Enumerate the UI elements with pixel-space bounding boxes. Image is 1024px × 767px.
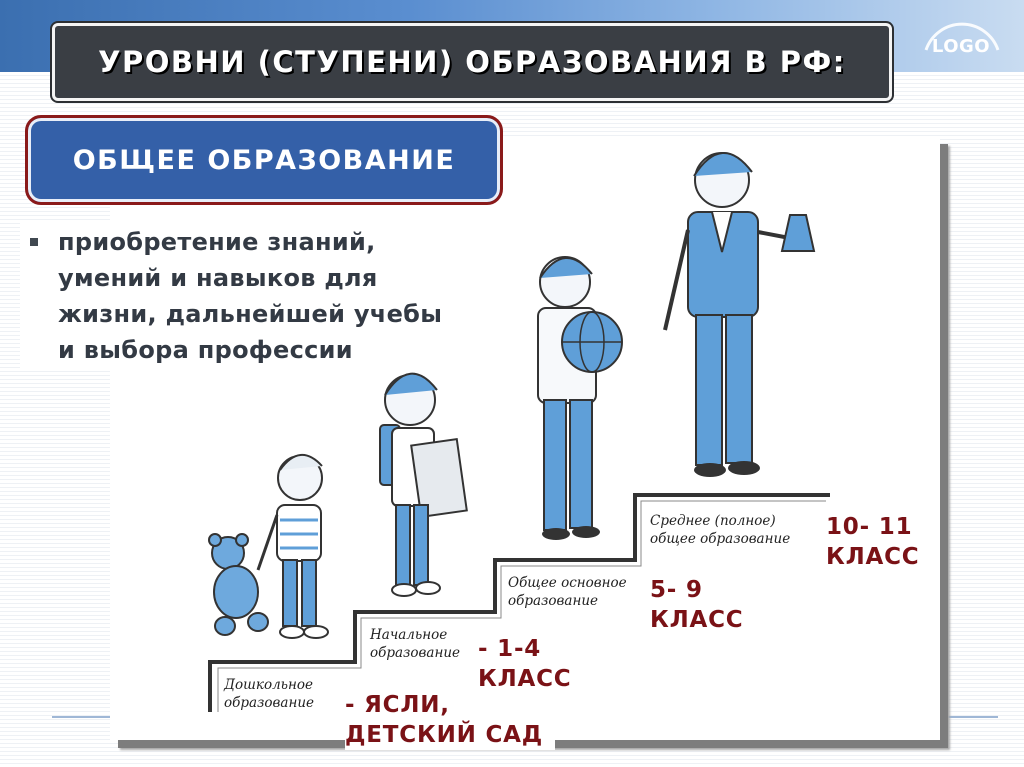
bullet-line-1: приобретение знаний, xyxy=(58,228,376,256)
stair-label-line: образование xyxy=(508,593,599,609)
primary-pupil-figure xyxy=(380,374,467,596)
senior-pupil-figure xyxy=(665,153,814,477)
stair-label-secondary xyxy=(650,512,790,548)
grade-line: КЛАСС xyxy=(478,666,572,692)
grade-label-preschool xyxy=(345,690,555,750)
grade-label-secondary xyxy=(826,512,934,576)
bullet-line-4: и выбора профессии xyxy=(58,336,353,364)
toddler-figure xyxy=(258,455,328,638)
stair-label-line: образование xyxy=(224,695,315,711)
logo: LOGO xyxy=(931,36,991,57)
stair-label-line: Начальное xyxy=(370,627,448,643)
page-title: УРОВНИ (СТУПЕНИ) ОБРАЗОВАНИЯ В РФ: xyxy=(98,45,846,79)
title-banner xyxy=(52,23,892,101)
grade-label-basic xyxy=(650,575,754,635)
bullet-line-3: жизни, дальнейшей учебы xyxy=(58,300,443,328)
grade-label-primary xyxy=(478,634,582,694)
stair-label-line: общее образование xyxy=(650,531,791,547)
bullet-line-2: умений и навыков для xyxy=(58,264,378,292)
stair-label-line: Дошкольное xyxy=(224,677,314,693)
grade-line: КЛАСС xyxy=(650,607,744,633)
stair-label-line: Общее основное xyxy=(508,575,627,591)
stair-label-line: Среднее (полное) xyxy=(650,513,776,529)
grade-line: - 1-4 xyxy=(478,636,542,662)
bullet-icon xyxy=(30,238,38,246)
stair-label-basic xyxy=(508,574,627,610)
grade-line: ДЕТСКИЙ САД xyxy=(345,722,544,748)
subtitle-banner xyxy=(25,115,503,205)
grade-line: 5- 9 xyxy=(650,577,703,603)
middle-pupil-figure xyxy=(538,257,622,540)
stair-label-primary xyxy=(370,626,460,662)
grade-line: КЛАСС xyxy=(826,544,920,570)
stair-label-line: образование xyxy=(370,645,461,661)
grade-line: 10- 11 xyxy=(826,514,913,540)
section-title: ОБЩЕЕ ОБРАЗОВАНИЕ xyxy=(72,144,456,176)
grade-line: - ЯСЛИ, xyxy=(345,692,450,718)
teddy-bear-figure xyxy=(209,534,268,635)
stair-label-preschool xyxy=(224,676,314,712)
